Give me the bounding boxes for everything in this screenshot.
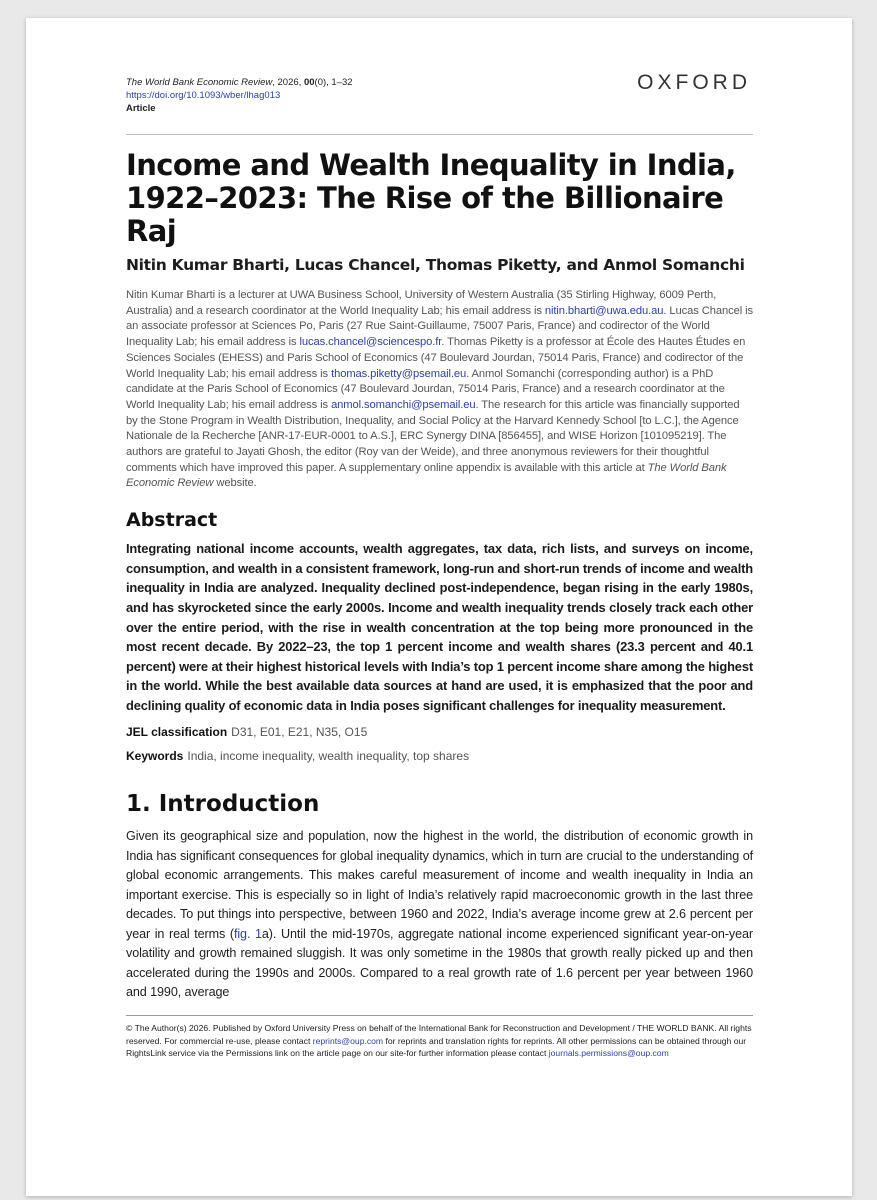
journal-citation: The World Bank Economic Review, 2026, 00(0), 1–32 — [126, 77, 353, 88]
journal-name: The World Bank Economic Review — [126, 77, 273, 88]
email-link-chancel[interactable]: lucas.chancel@sciencespo.fr — [299, 336, 442, 349]
email-link-somanchi[interactable]: anmol.somanchi@psemail.eu — [331, 398, 476, 411]
jel-classification — [126, 725, 753, 739]
header-rule — [126, 134, 753, 135]
footnote-rule — [126, 1015, 753, 1016]
reprints-email-link[interactable]: reprints@oup.com — [312, 1035, 384, 1046]
abstract-heading: Abstract — [126, 509, 218, 532]
keywords-text: India, income inequality, wealth inequality, top shares — [187, 749, 470, 764]
abstract-text: Integrating national income accounts, wealth aggregates, tax data, rich lists, and surveys on income, consumption, and wealth in a consistent framework, long-run and short-run trends of income and wealth inequality in India are analyzed. Inequality declined post-independence, began rising in the early 1980s, and has skyrocketed since the early 2000s. Income and wealth inequality trends closely track each other over the entire period, with the rise in wealth concentration at the top being more pronounced in the most recent decade. By 2022–23, the top 1 percent income and wealth shares (23.3 percent and 40.1 percent) were at their highest historical levels with India’s top 1 percent income share among the highest in the world. While the best available data sources at hand are used, it is emphasized that the poor and declining quality of economic data in India poses significant challenges for inequality measurement. — [126, 541, 753, 713]
journal-header — [126, 71, 753, 122]
paper-title: Income and Wealth Inequality in India, 1922–2023: The Rise of the Billionaire Raj — [126, 148, 736, 248]
journal-volume: 00 — [303, 77, 315, 88]
oxford-logo: OXFORD — [637, 71, 751, 94]
author-list: Nitin Kumar Bharti, Lucas Chancel, Thomas Piketty, and Anmol Somanchi — [126, 256, 745, 274]
jel-codes: D31, E01, E21, N35, O15 — [231, 725, 368, 740]
email-link-piketty[interactable]: thomas.piketty@psemail.eu — [331, 367, 467, 380]
keywords-row — [126, 749, 753, 763]
doi-link[interactable]: https://doi.org/10.1093/wber/lhag013 — [126, 90, 281, 101]
author-affiliations: Nitin Kumar Bharti is a lecturer at UWA Business School, University of Western Australia (35 Stirling Highway, 6009 Perth, Australia) and a research coordinator at the World Inequality Lab; his email address is nitin.bharti@uwa.edu.au. Lucas Chancel is an associate professor at Sciences Po, Paris (27 Rue Saint-Guillaume, 75007 Paris, France) and codirector of the World Inequality Lab; his email address is lucas.chancel@sciencespo.fr. Thomas Piketty is a professor at École des Hautes Études en Sciences Sociales (EHESS) and Paris School of Economics (47 Boulevard Jourdan, 75014 Paris, France) and codirector of the World Inequality Lab; his email address is thomas.piketty@psemail.eu. Anmol Somanchi (corresponding author) is a PhD candidate at the Paris School of Economics (47 Boulevard Jourdan, 75014 Paris, France) and a research coordinator at the World Inequality Lab; his email address is anmol.somanchi@psemail.eu. The research for this article was financially supported by the Stone Program in Wealth Distribution, Inequality, and Social Policy at the Harvard Kennedy School [to L.C.], the Agence Nationale de la Recherche [ANR-17-EUR-0001 to A.S.], ERC Synergy DINA [856455], and WISE Horizon [101095219]. The authors are grateful to Jayati Ghosh, the editor (Roy van der Weide), and three anonymous reviewers for their thoughtful comments which have improved this paper. A supplementary online appendix is available with this article at The World Bank Economic Review website. — [126, 289, 753, 490]
jel-label: JEL classification — [126, 725, 228, 740]
introduction-heading: 1. Introduction — [126, 791, 320, 818]
copyright-footnote: © The Author(s) 2026. Published by Oxford University Press on behalf of the International Bank for Reconstruction and Development / THE WORLD BANK. All rights reserved. For commercial re-use, please contact reprints@oup.com for reprints and translation rights for reprints. All other permissions can be obtained through our RightsLink service via the Permissions link on the article page on our site-for further information please contact journals.permissions@oup.com — [126, 1022, 752, 1059]
permissions-email-link[interactable]: journals.permissions@oup.com — [548, 1048, 669, 1059]
email-link-bharti[interactable]: nitin.bharti@uwa.edu.au — [544, 304, 664, 317]
article-type: Article — [126, 103, 156, 114]
introduction-text: Given its geographical size and population, now the highest in the world, the distribution of economic growth in India has significant consequences for global inequality dynamics, which in turn are crucial to the understanding of global economic arrangements. This makes careful measurement of income and wealth inequality in India an important exercise. This is especially so in light of India’s relatively rapid macroeconomic growth in the last three decades. To put things into perspective, between 1960 and 2022, India’s average income grew at 2.6 percent per year in real terms (fig. 1a). Until the mid-1970s, aggregate national income experienced significant year-on-year volatility and growth remained sluggish. It was only sometime in the 1980s that growth really picked up and then accelerated during the 1990s and 2000s. Compared to a real growth rate of 1.6 percent per year between 1960 and 1990, average — [126, 829, 754, 1000]
figure-1-link[interactable]: fig. 1 — [233, 926, 262, 941]
keywords-label: Keywords — [126, 749, 184, 764]
page-content — [126, 71, 754, 1060]
paper-page — [26, 18, 852, 1196]
